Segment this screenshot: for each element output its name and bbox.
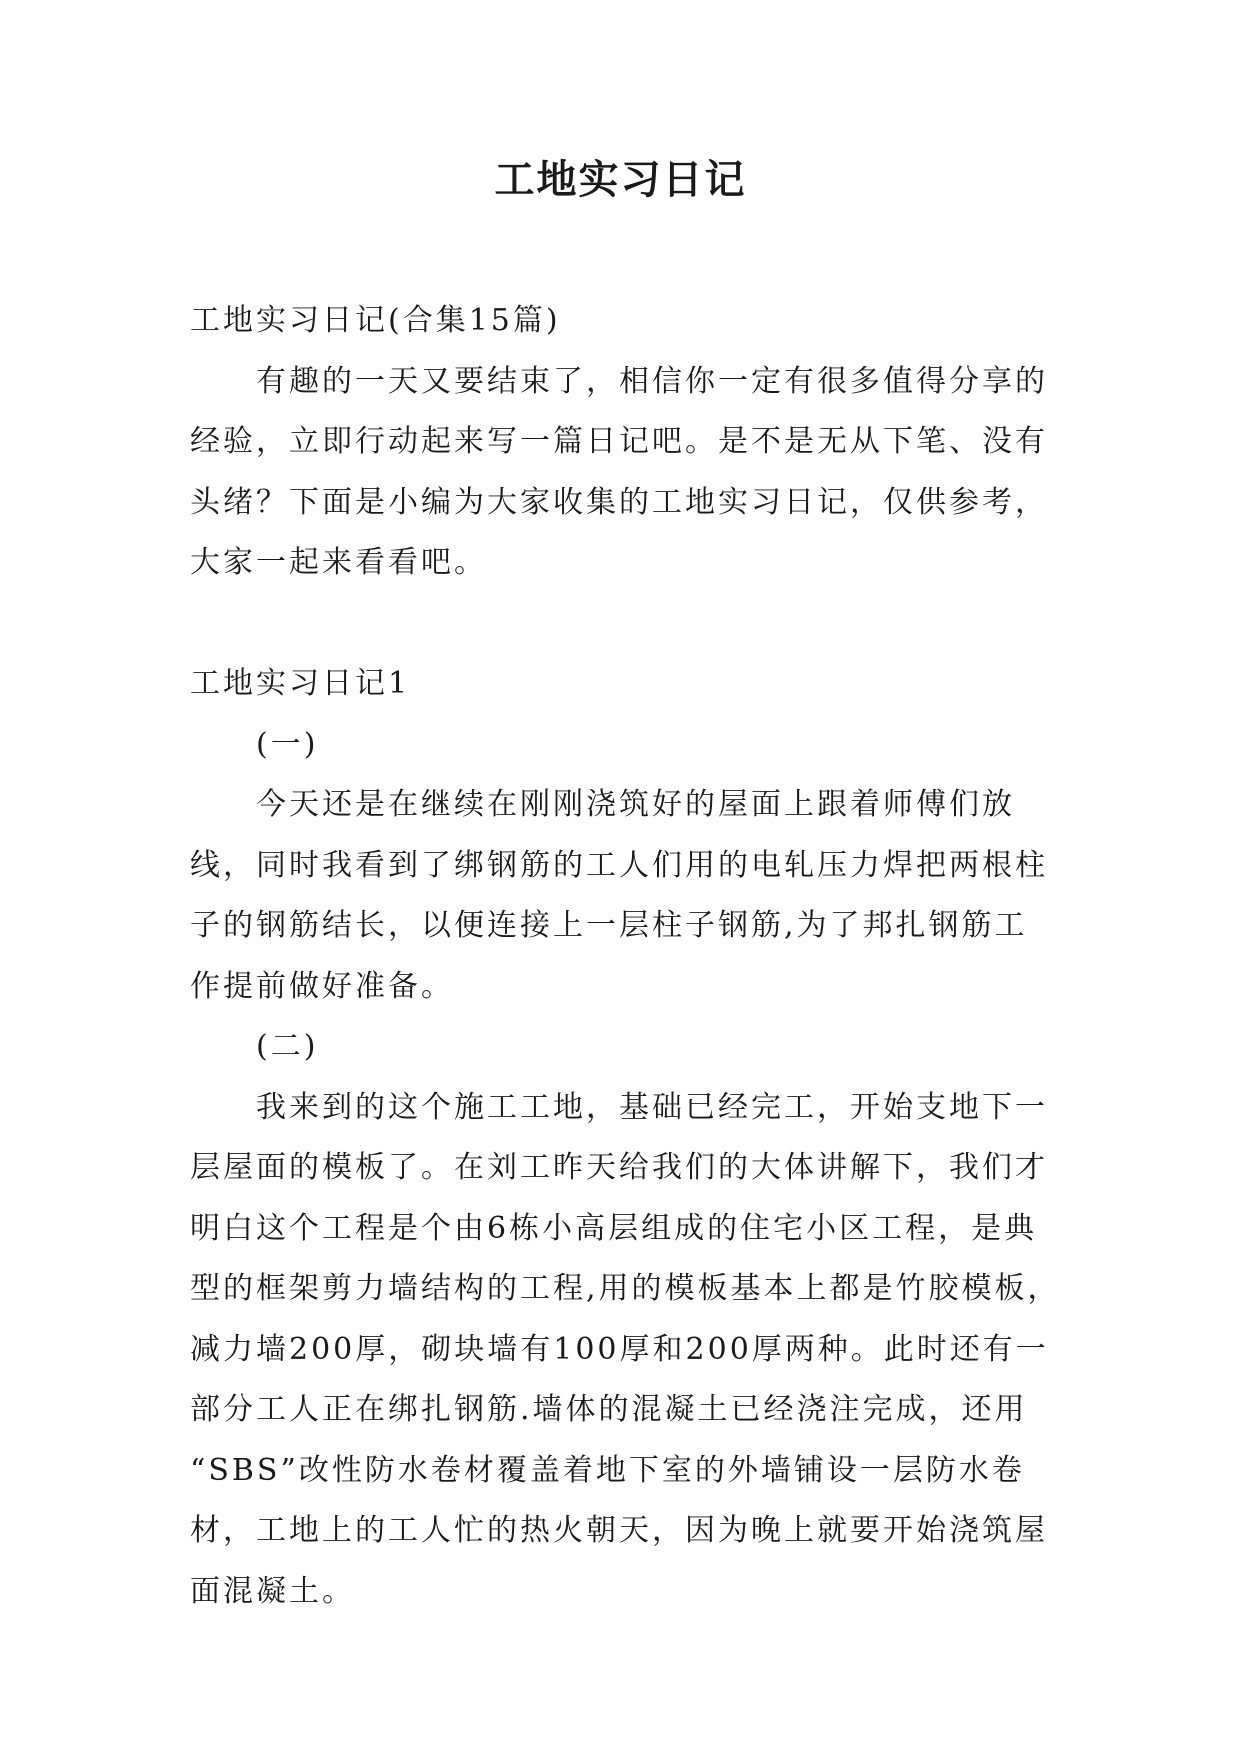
body-paragraph-line: 明白这个工程是个由6栋小高层组成的住宅小区工程，是典	[190, 1210, 1038, 1246]
intro-paragraph-line: 头绪？下面是小编为大家收集的工地实习日记，仅供参考，	[190, 484, 1048, 520]
body-paragraph-line: 线，同时我看到了绑钢筋的工人们用的电轧压力焊把两根柱	[190, 847, 1048, 883]
subsection-label: (二)	[256, 1029, 319, 1064]
document-body	[190, 291, 1061, 1622]
body-paragraph-line: 型的框架剪力墙结构的工程,用的模板基本上都是竹胶模板，	[190, 1271, 1061, 1306]
intro-paragraph-line: 大家一起来看看吧。	[190, 545, 487, 580]
body-paragraph-line: 我来到的这个施工工地，基础已经完工，开始支地下一	[256, 1089, 1048, 1125]
section-heading: 工地实习日记1	[190, 666, 411, 701]
document-title: 工地实习日记	[494, 157, 747, 203]
body-paragraph-line: 层屋面的模板了。在刘工昨天给我们的大体讲解下，我们才	[190, 1150, 1048, 1185]
body-paragraph-line: 子的钢筋结长，以便连接上一层柱子钢筋,为了邦扎钢筋工	[190, 908, 1028, 943]
body-paragraph-line: 部分工人正在绑扎钢筋.墙体的混凝土已经浇注完成，还用	[190, 1392, 1028, 1427]
body-paragraph-line: 面混凝土。	[190, 1573, 355, 1609]
collection-heading: 工地实习日记(合集15篇)	[190, 303, 561, 338]
body-paragraph-line: 作提前做好准备。	[190, 968, 454, 1004]
body-paragraph-line: 今天还是在继续在刚刚浇筑好的屋面上跟着师傅们放	[256, 787, 1015, 822]
body-paragraph-line: 减力墙200厚，砌块墙有100厚和200厚两种。此时还有一	[190, 1331, 1049, 1367]
paragraph-spacer	[190, 594, 1050, 655]
subsection-label: (一)	[256, 726, 319, 762]
body-paragraph-line: 材，工地上的工人忙的热火朝天，因为晚上就要开始浇筑屋	[190, 1513, 1048, 1548]
intro-paragraph-line: 有趣的一天又要结束了，相信你一定有很多值得分享的	[256, 363, 1048, 399]
intro-paragraph-line: 经验，立即行动起来写一篇日记吧。是不是无从下笔、没有	[190, 424, 1048, 459]
body-paragraph-line: “SBS”改性防水卷材覆盖着地下室的外墙铺设一层防水卷	[190, 1452, 1025, 1488]
